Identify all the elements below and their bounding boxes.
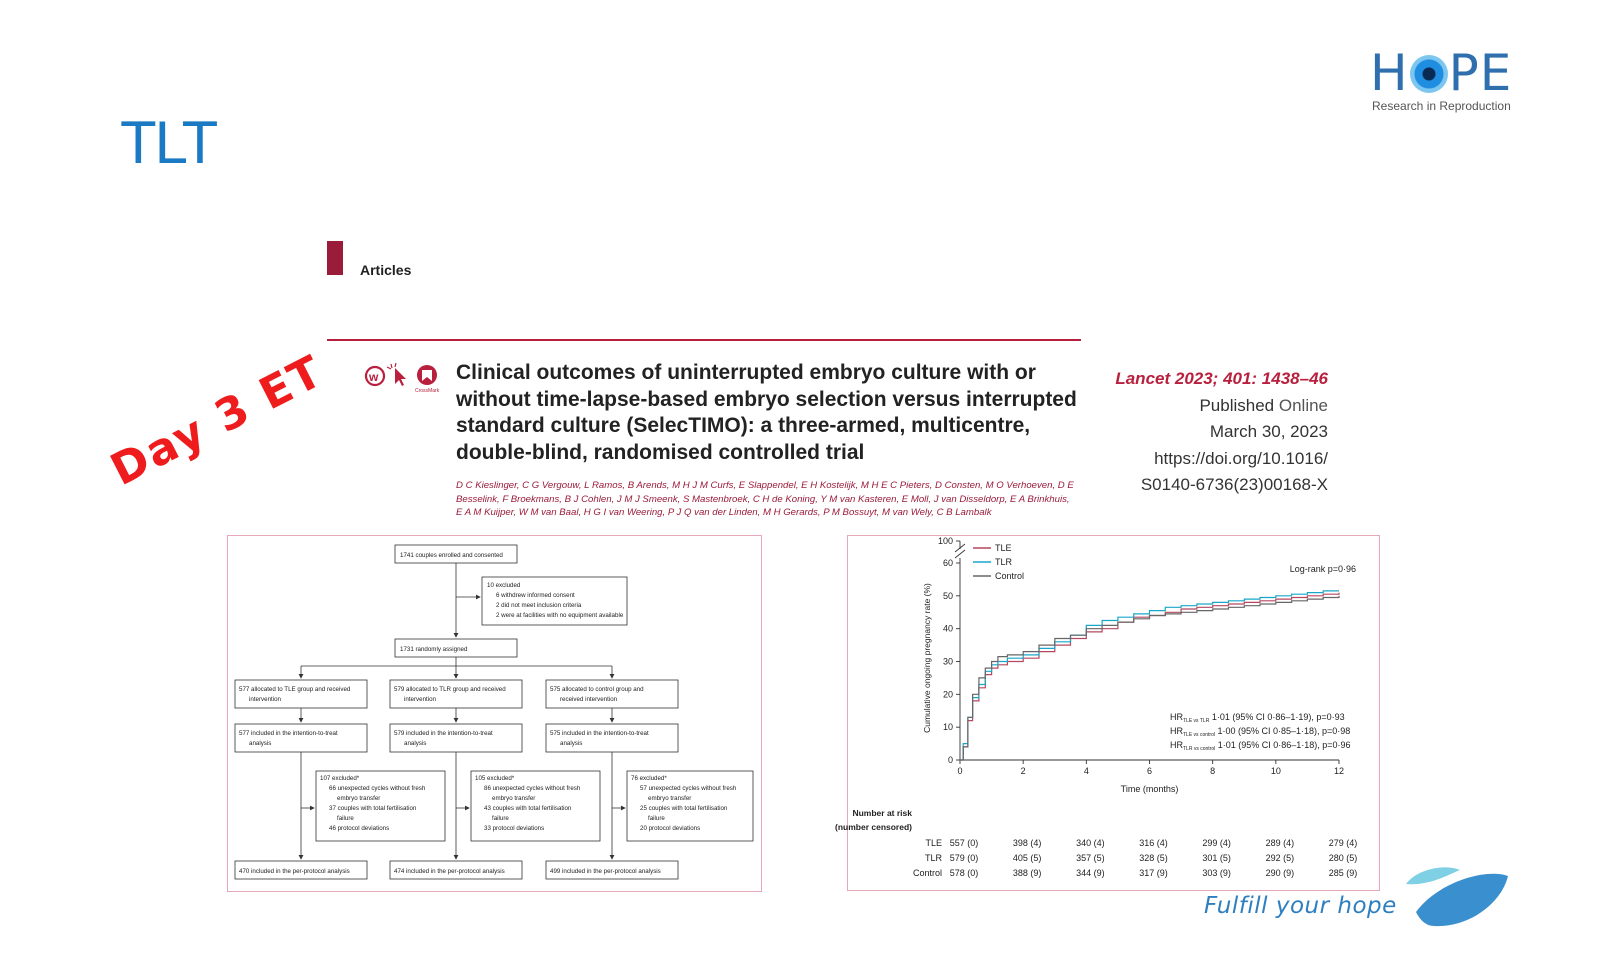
risk-cell: 405 (5) xyxy=(1012,853,1042,863)
risk-cell: 280 (5) xyxy=(1328,853,1358,863)
risk-cell: 289 (4) xyxy=(1265,838,1295,848)
y-tick-label: 20 xyxy=(942,689,953,700)
km-chart-panel xyxy=(835,535,1380,891)
arm-pp-text: 470 included in the per-protocol analysis xyxy=(239,868,350,875)
arm-allocated-text: intervention xyxy=(404,696,436,703)
arm-excluded-text: 33 protocol deviations xyxy=(484,825,545,832)
arm-itt-text: analysis xyxy=(560,740,583,747)
arm-excluded-text: 46 protocol deviations xyxy=(329,825,390,832)
arm-excluded-text: failure xyxy=(492,815,509,822)
arm-allocated-text: 579 allocated to TLR group and received xyxy=(394,686,506,693)
arm-excluded-text: 86 unexpected cycles without fresh xyxy=(484,785,581,792)
arm-excluded-text: 66 unexpected cycles without fresh xyxy=(329,785,426,792)
risk-cell: 557 (0) xyxy=(949,838,979,848)
arm-excluded-text: 57 unexpected cycles without fresh xyxy=(640,785,737,792)
arm-itt-text: 579 included in the intention-to-treat xyxy=(394,730,493,737)
arm-excluded-text: 43 couples with total fertilisation xyxy=(484,805,572,812)
article-badges xyxy=(365,362,449,394)
online-label: Online xyxy=(1278,395,1328,415)
arm-excluded-text: failure xyxy=(337,815,354,822)
legend-label: TLR xyxy=(995,557,1013,567)
arm-pp-text: 499 included in the per-protocol analysis xyxy=(550,868,661,875)
journal-reference: Lancet 2023; 401: 1438–46 xyxy=(1115,369,1328,388)
excluded-reason-text: 10 excluded xyxy=(487,582,521,589)
x-tick-label: 8 xyxy=(1210,766,1216,776)
section-marker-bar xyxy=(327,241,343,275)
arm-itt-text: 577 included in the intention-to-treat xyxy=(239,730,338,737)
y-tick-label: 0 xyxy=(947,755,953,765)
arm-excluded-text: failure xyxy=(648,815,665,822)
arm-itt-text: 575 included in the intention-to-treat xyxy=(550,730,649,737)
risk-cell: 340 (4) xyxy=(1076,838,1105,848)
paper-title: Clinical outcomes of uninterrupted embryo culture with or without time-lapse-based embryo selection versus interrupted standard culture (SelecTIMO): a three-armed, multicentre, double-blind, randomised controlled trial xyxy=(456,361,1077,464)
y-tick-label: 10 xyxy=(942,722,953,733)
crossmark-label: CrossMark xyxy=(415,388,440,394)
cursor-icon xyxy=(387,363,406,386)
randomised-text: 1731 randomly assigned xyxy=(400,646,468,653)
risk-cell: 285 (9) xyxy=(1328,868,1358,878)
header-rule xyxy=(327,339,1081,341)
arm-3-allocated-box xyxy=(546,680,678,708)
risk-cell: 292 (5) xyxy=(1265,853,1295,863)
y-tick-label: 60 xyxy=(942,558,953,568)
hazard-ratio-text: $HR_{TLE vs control}$ 1·00 (95% CI 0·85–1·18), p=0·98 xyxy=(1170,726,1351,738)
x-tick-label: 2 xyxy=(1020,766,1026,776)
svg-text:w: w xyxy=(369,370,379,384)
risk-cell: 279 (4) xyxy=(1328,838,1358,848)
risk-cell: 316 (4) xyxy=(1139,838,1168,848)
eye-icon xyxy=(1410,55,1448,93)
risk-cell: 579 (0) xyxy=(949,853,979,863)
logo-subtitle: Research in Reproduction xyxy=(1372,99,1511,113)
logrank-annotation: Log-rank p=0·96 xyxy=(1289,564,1356,574)
x-tick-label: 10 xyxy=(1270,766,1281,776)
section-label: Articles xyxy=(360,262,412,278)
risk-cell: 578 (0) xyxy=(949,868,979,878)
risk-cell: 301 (5) xyxy=(1202,853,1231,863)
y-tick-label: 50 xyxy=(942,590,953,601)
arm-excluded-text: 76 excluded* xyxy=(631,775,667,782)
risk-cell: 303 (9) xyxy=(1202,868,1231,878)
citation-block xyxy=(1080,366,1328,499)
slide-title: TLT xyxy=(120,109,217,176)
tagline: Fulfill your hope xyxy=(1204,893,1397,919)
arm-excluded-text: embryo transfer xyxy=(648,795,692,802)
logo-letter-h: H xyxy=(1370,44,1409,102)
arm-3-itt-box xyxy=(546,724,678,752)
small-leaf-shape xyxy=(1406,867,1460,884)
arm-1-itt-box xyxy=(235,724,367,752)
x-tick-label: 4 xyxy=(1083,766,1089,776)
risk-row-label: TLR xyxy=(924,853,942,863)
arm-excluded-text: 37 couples with total fertilisation xyxy=(329,805,417,812)
risk-cell: 388 (9) xyxy=(1012,868,1042,878)
legend-label: Control xyxy=(995,571,1025,581)
risk-cell: 398 (4) xyxy=(1012,838,1042,848)
risk-cell: 299 (4) xyxy=(1202,838,1231,848)
x-tick-label: 0 xyxy=(957,766,963,776)
crossmark-icon xyxy=(415,365,440,394)
risk-table-subheader: (number censored) xyxy=(835,822,912,832)
risk-cell: 357 (5) xyxy=(1076,853,1105,863)
hope-logo xyxy=(1370,44,1520,114)
risk-row-label: TLE xyxy=(925,838,942,848)
arm-excluded-text: embryo transfer xyxy=(492,795,536,802)
arm-itt-text: analysis xyxy=(404,740,427,747)
handwritten-note: Day 3 ET xyxy=(102,345,332,496)
arm-excluded-text: 105 excluded* xyxy=(475,775,515,782)
arm-allocated-text: 575 allocated to control group and xyxy=(550,686,644,693)
leaf-logo-icon xyxy=(1398,862,1510,932)
hazard-ratio-text: $HR_{TLE vs TLR}$ 1·01 (95% CI 0·86–1·19), p=0·93 xyxy=(1170,712,1345,724)
x-tick-label: 12 xyxy=(1333,766,1345,776)
arm-pp-text: 474 included in the per-protocol analysis xyxy=(394,868,505,875)
author-list: D C Kieslinger, C G Vergouw, L Ramos, B Arends, M H J M Curfs, E Slappendel, E H Kostelijk, M H E C Pieters, D Consten, M O Verhoeven, D E Besselink, F Broekmans, B J Cohlen, J M J Smeenk, S Mastenbroek, C H de Koning, Y M van Kasteren, E Moll, J van Disseldorp, E A Brinkhuis, E A M Kuijper, W M van Baal, H G I van Weering, P J Q van der Linden, M H Gerards, P M Bossuyt, M van Wely, C B Lambalk xyxy=(456,480,1074,518)
open-access-icon xyxy=(366,367,384,385)
excluded-reason-text: 2 did not meet inclusion criteria xyxy=(496,602,582,609)
risk-cell: 290 (9) xyxy=(1265,868,1295,878)
consort-flowchart xyxy=(228,536,761,891)
arm-excluded-text: 107 excluded* xyxy=(320,775,360,782)
y-tick-label: 40 xyxy=(942,623,953,634)
y-axis-label: Cumulative ongoing pregnancy rate (%) xyxy=(922,583,932,733)
arm-allocated-text: 577 allocated to TLE group and received xyxy=(239,686,351,693)
arm-allocated-text: received intervention xyxy=(560,696,618,703)
doi-line-1[interactable]: https://doi.org/10.1016/ xyxy=(1154,448,1328,468)
arm-excluded-text: 20 protocol deviations xyxy=(640,825,701,832)
risk-cell: 328 (5) xyxy=(1139,853,1168,863)
risk-table-header: Number at risk xyxy=(852,808,912,818)
published-line xyxy=(1080,393,1328,420)
excluded-reason-text: 2 were at facilities with no equipment available xyxy=(496,612,624,619)
published-label: Published xyxy=(1199,395,1275,415)
risk-row-label: Control xyxy=(912,868,942,878)
publication-date: March 30, 2023 xyxy=(1209,422,1328,441)
enrolled-text: 1741 couples enrolled and consented xyxy=(400,552,503,559)
risk-cell: 317 (9) xyxy=(1139,868,1168,878)
x-tick-label: 6 xyxy=(1146,766,1153,776)
arm-1-allocated-box xyxy=(235,680,367,708)
y-tick-label: 100 xyxy=(937,536,953,546)
consort-flowchart-panel xyxy=(227,535,762,892)
km-chart xyxy=(835,536,1379,890)
risk-cell: 344 (9) xyxy=(1076,868,1105,878)
legend-label: TLE xyxy=(995,543,1012,553)
arm-excluded-text: embryo transfer xyxy=(337,795,381,802)
y-tick-label: 30 xyxy=(942,656,953,667)
arm-2-itt-box xyxy=(390,724,522,752)
arm-excluded-text: 25 couples with total fertilisation xyxy=(640,805,728,812)
hazard-ratio-text: $HR_{TLR vs control}$ 1·01 (95% CI 0·86–1·18), p=0·96 xyxy=(1170,740,1351,752)
doi-line-2[interactable]: S0140-6736(23)00168-X xyxy=(1140,475,1328,494)
logo-letters-pe: PE xyxy=(1448,44,1513,102)
arm-2-allocated-box xyxy=(390,680,522,708)
arm-allocated-text: intervention xyxy=(249,696,281,703)
excluded-reason-text: 6 withdrew informed consent xyxy=(496,592,575,599)
arm-itt-text: analysis xyxy=(249,740,272,747)
x-axis-label: Time (months) xyxy=(1120,784,1179,794)
